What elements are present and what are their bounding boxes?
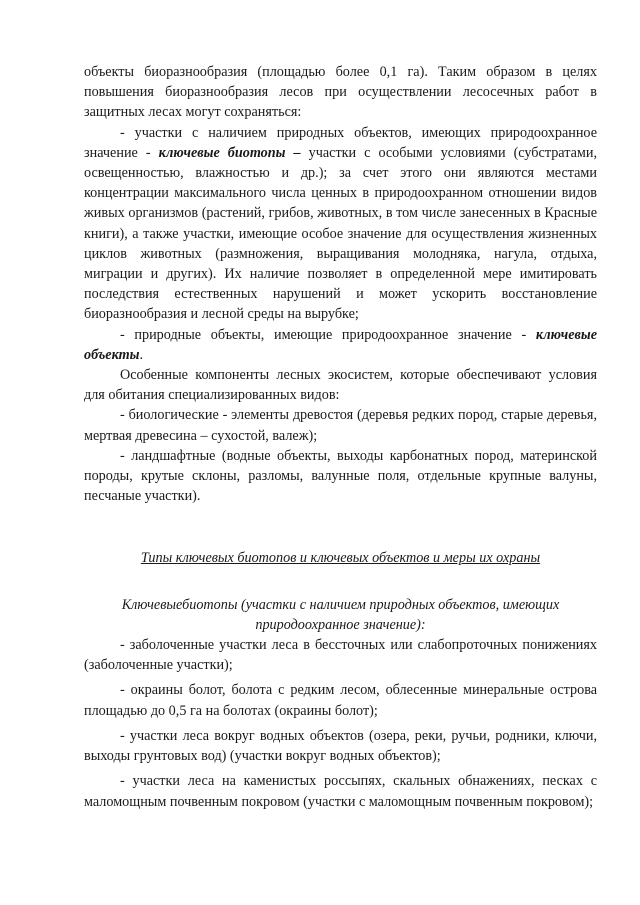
document-page xyxy=(84,62,597,812)
term-key-biotopes: ключевые биотопы – xyxy=(158,144,301,161)
paragraph-intro: объекты биоразнообразия (площадью более 0,1 га). Таким образом в целях повышения биоразнообразия лесов при осуществлении лесосечных работ в защитных лесах могут сохраняться: xyxy=(84,64,597,121)
term-key-objects: ключевые объекты xyxy=(84,326,597,363)
paragraph-text: . xyxy=(139,346,144,363)
section-subtitle xyxy=(84,595,597,635)
paragraph-components: Особенные компоненты лесных экосистем, которые обеспечивают условия для обитания специализированных видов: xyxy=(84,367,597,404)
list-item: - окраины болот, болота с редким лесом, облесенные минеральные острова площадью до 0,5 га на болотах (окраины болот); xyxy=(84,682,597,719)
list-item: - участки леса на каменистых россыпях, скальных обнажениях, песках с маломощным почвенным покровом (участки с маломощным почвенным покровом); xyxy=(84,773,597,810)
subtitle-line-1: Ключевыебиотопы (участки с наличием природных объектов, имеющих xyxy=(121,596,560,613)
paragraph-key-biotopes xyxy=(84,123,597,325)
paragraph-key-objects xyxy=(84,325,597,365)
paragraph-landscape: - ландшафтные (водные объекты, выходы карбонатных пород, материнской породы, крутые склоны, разломы, валунные поля, отдельные крупные валуны, песчаные участки). xyxy=(84,447,597,505)
paragraph-text: - участки с наличием природных объектов, имеющих природоохранное значение - xyxy=(84,124,597,161)
paragraph-biological: - биологические - элементы древостоя (деревья редких пород, старые деревья, мертвая древесина – сухостой, валеж); xyxy=(84,407,597,444)
list-item: - заболоченные участки леса в бессточных или слабопроточных понижениях (заболоченные участки); xyxy=(84,637,597,674)
paragraph-text: участки с особыми условиями (субстратами, освещенностью, влажностью и др.); за счет этого они являются местами концентрации максимального числа ценных в природоохранном отношении видов живых организмов (растений, грибов, животных, в том числе занесенных в Красные книги), а также участки, имеющие особое значение для осуществления жизненных циклов животных (размножения, выращивания молодняка, нагула, отдыха, миграции и других). Их наличие позволяет в определенной мере имитировать последствия естественных нарушений и может ускорить восстановление биоразнообразия и лесной среды на вырубке; xyxy=(84,144,598,323)
section-title: Типы ключевых биотопов и ключевых объектов и меры их охраны xyxy=(140,550,541,567)
list-item: - участки леса вокруг водных объектов (озера, реки, ручьи, родники, ключи, выходы грунтовых вод) (участки вокруг водных объектов); xyxy=(84,727,597,765)
paragraph-text: - природные объекты, имеющие природоохранное значение - xyxy=(120,326,536,343)
subtitle-line-2: природоохранное значение): xyxy=(255,616,426,633)
